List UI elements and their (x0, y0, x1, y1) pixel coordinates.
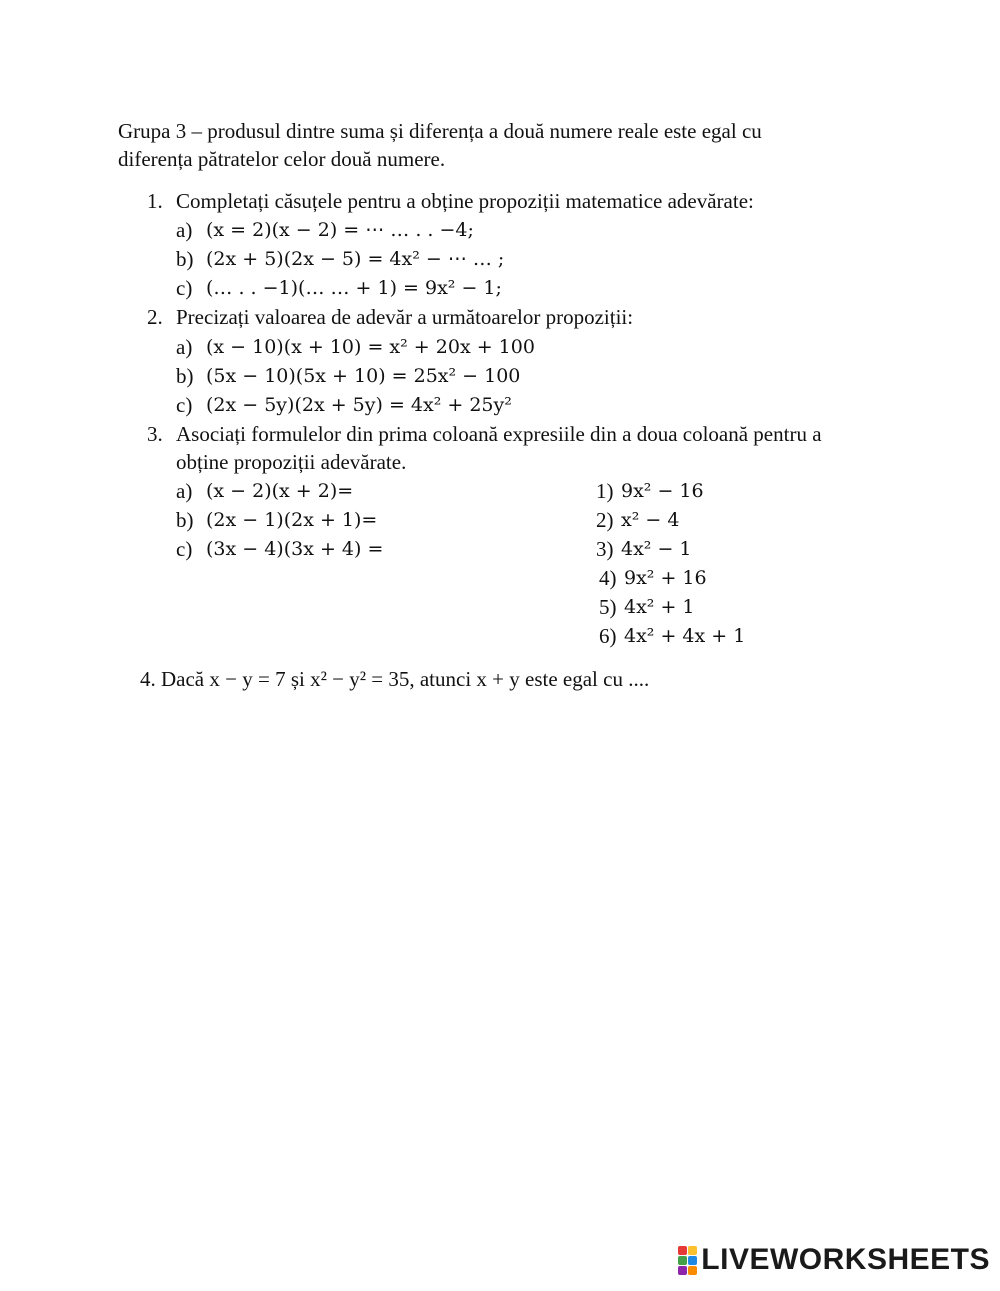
q1-item-expr: (x = 2)(x − 2) = ⋯ … . . −4; (206, 219, 474, 241)
q4-text: 4. Dacă x − y = 7 și x² − y² = 35, atunci x + y este egal cu .... (140, 667, 650, 691)
logo-wordmark: LIVEWORKSHEETS (701, 1243, 990, 1276)
q2-item-expr: (x − 10)(x + 10) = x² + 20x + 100 (206, 336, 535, 358)
q2-item-expr: (5x − 10)(5x + 10) = 25x² − 100 (206, 365, 521, 387)
q2-item-label: b) (176, 364, 194, 388)
q1-item-expr: (… . . −1)(… … + 1) = 9x² − 1; (206, 277, 502, 299)
q3-right-expr: 9x² − 16 (621, 480, 704, 502)
q3-left-label: c) (176, 537, 193, 561)
q3-right-expr: 4x² + 4x + 1 (624, 625, 746, 647)
q3-prompt-line-1: Asociați formulelor din prima coloană expresiile din a doua coloană pentru a (176, 422, 822, 446)
q3-right-expr: 4x² + 1 (624, 596, 695, 618)
q2-number: 2. (147, 305, 163, 329)
q3-left-expr: (3x − 4)(3x + 4) = (206, 538, 384, 560)
liveworksheets-logo (678, 1243, 990, 1277)
q1-item-label: a) (176, 218, 193, 242)
q3-right-expr: 4x² − 1 (621, 538, 692, 560)
q3-prompt-line-2: obține propoziții adevărate. (176, 450, 407, 474)
intro-line-2: diferența pătratelor celor două numere. (118, 147, 446, 171)
q3-right-label: 6) (599, 624, 617, 648)
q3-right-expr: x² − 4 (621, 509, 680, 531)
q3-left-label: b) (176, 508, 194, 532)
q1-item-label: c) (176, 276, 193, 300)
q1-item-label: b) (176, 247, 194, 271)
logo-mark-icon (678, 1246, 697, 1275)
q2-item-label: c) (176, 393, 193, 417)
q1-item-expr: (2x + 5)(2x − 5) = 4x² − ⋯ … ; (206, 248, 505, 270)
q1-number: 1. (147, 189, 163, 213)
q3-left-label: a) (176, 479, 193, 503)
q3-number: 3. (147, 422, 163, 446)
q3-right-label: 1) (596, 479, 614, 503)
q3-left-expr: (2x − 1)(2x + 1)= (206, 509, 378, 531)
q3-right-label: 5) (599, 595, 617, 619)
q3-right-label: 2) (596, 508, 614, 532)
q3-right-expr: 9x² + 16 (624, 567, 707, 589)
q3-left-expr: (x − 2)(x + 2)= (206, 480, 354, 502)
q3-right-label: 4) (599, 566, 617, 590)
q2-item-label: a) (176, 335, 193, 359)
q3-right-label: 3) (596, 537, 614, 561)
q2-item-expr: (2x − 5y)(2x + 5y) = 4x² + 25y² (206, 394, 512, 416)
q2-prompt: Precizați valoarea de adevăr a următoarelor propoziții: (176, 305, 634, 329)
intro-line-1: Grupa 3 – produsul dintre suma și diferența a două numere reale este egal cu (118, 119, 762, 143)
q1-prompt: Completați căsuțele pentru a obține propoziții matematice adevărate: (176, 189, 754, 213)
